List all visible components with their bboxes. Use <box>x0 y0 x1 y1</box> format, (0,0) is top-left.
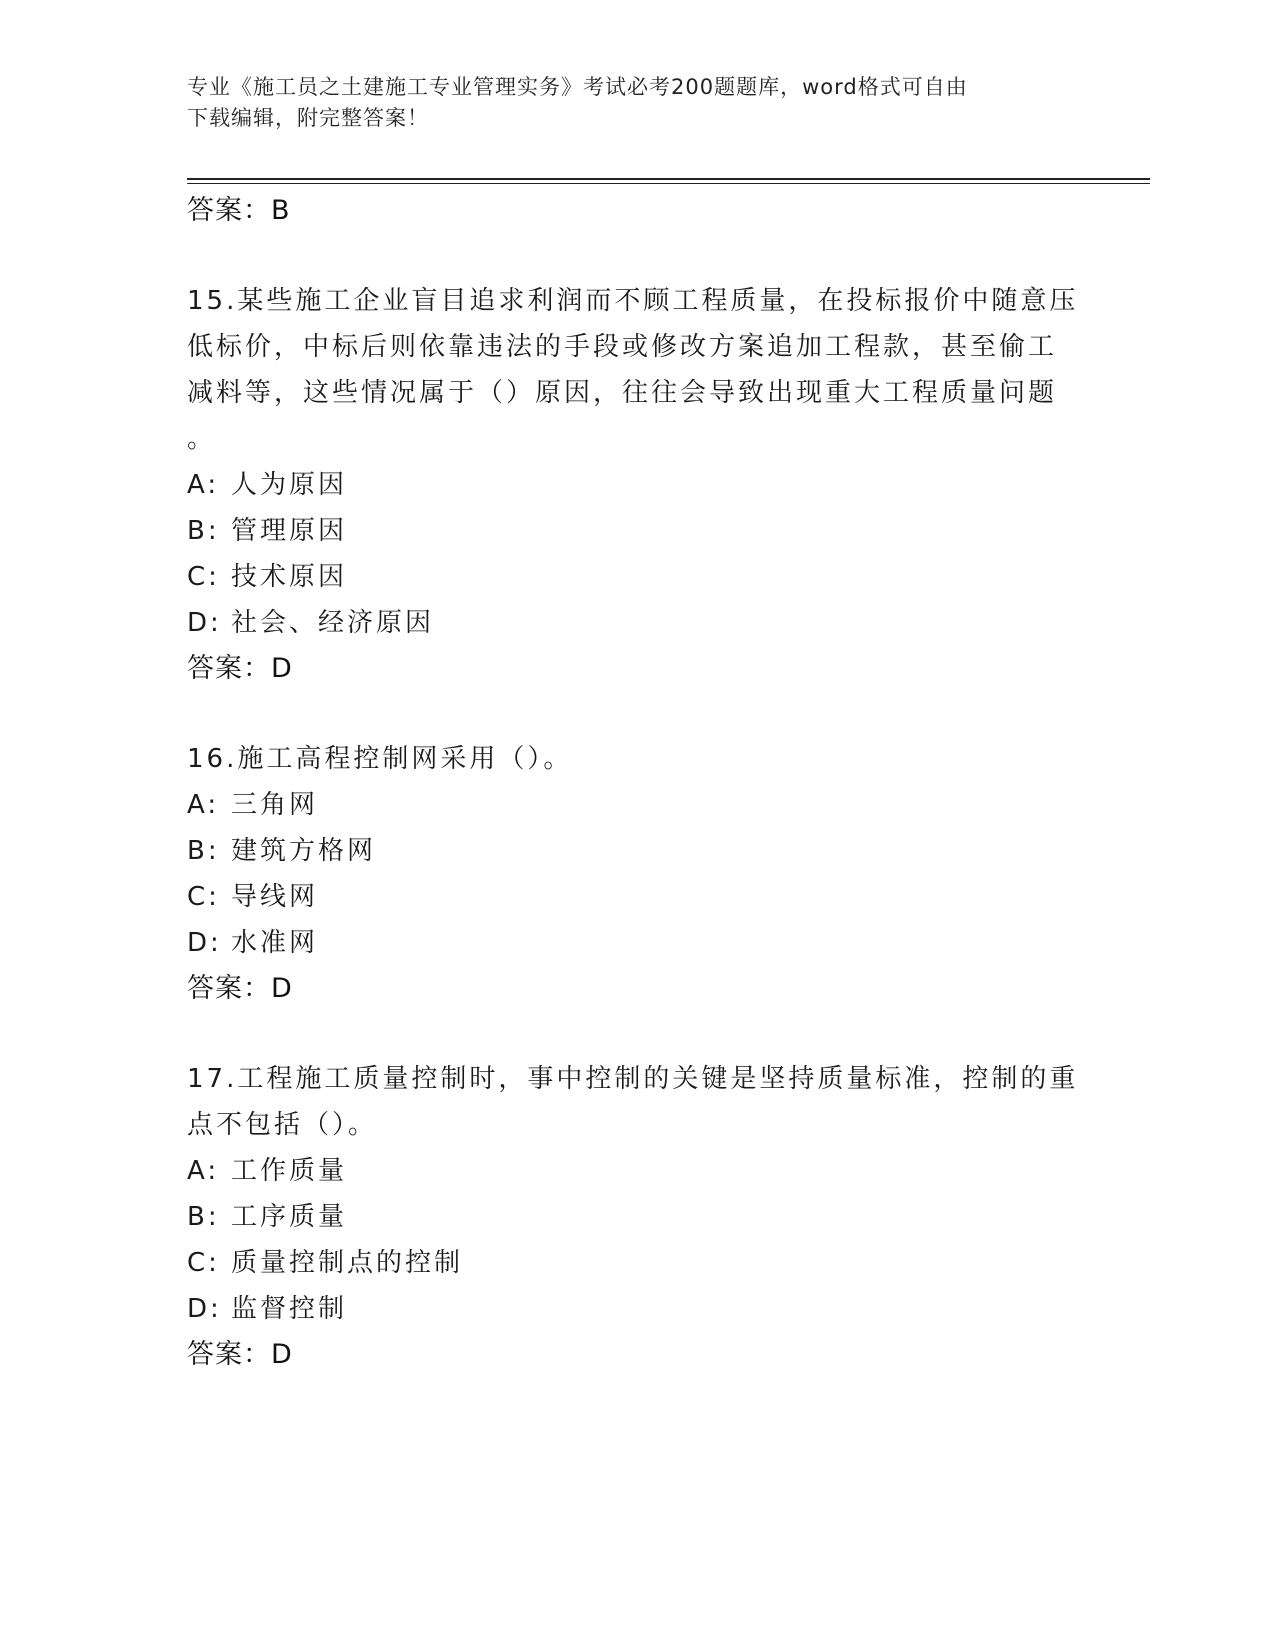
option-text: 三角网 <box>231 790 319 820</box>
previous-answer: 答案：B <box>187 195 291 226</box>
option-text: 质量控制点的控制 <box>231 1248 464 1278</box>
question-15 <box>187 278 1087 692</box>
option-key: A: <box>187 1156 220 1186</box>
answer-line: 答案：D <box>187 653 293 684</box>
option-d <box>187 600 1087 646</box>
option-key: D: <box>187 928 222 958</box>
option-key: C: <box>187 562 220 592</box>
question-stem-line: 16.施工高程控制网采用（）。 <box>187 744 573 774</box>
option-c <box>187 1240 1087 1286</box>
question-stem-line: 低标价，中标后则依靠违法的手段或修改方案追加工程款，甚至偷工 <box>187 332 1058 362</box>
option-key: D: <box>187 1294 222 1324</box>
option-d <box>187 1286 1087 1332</box>
question-16 <box>187 736 1087 1012</box>
option-c <box>187 874 1087 920</box>
option-a <box>187 1148 1087 1194</box>
question-stem-line: 点不包括（）。 <box>187 1110 378 1140</box>
option-key: B: <box>187 516 220 546</box>
option-text: 水准网 <box>231 928 319 958</box>
spacer <box>187 234 1087 278</box>
option-a <box>187 462 1087 508</box>
answer-line: 答案：D <box>187 973 293 1004</box>
option-c <box>187 554 1087 600</box>
document-body <box>187 188 1087 1378</box>
answer-line: 答案：D <box>187 1339 293 1370</box>
option-key: A: <box>187 470 220 500</box>
option-text: 监督控制 <box>231 1294 348 1324</box>
header-divider-thick <box>187 178 1150 180</box>
option-text: 技术原因 <box>231 562 348 592</box>
option-text: 导线网 <box>231 882 319 912</box>
question-17 <box>187 1056 1087 1378</box>
spacer <box>187 692 1087 736</box>
question-stem-line: 15.某些施工企业盲目追求利润而不顾工程质量，在投标报价中随意压 <box>187 286 1079 316</box>
question-stem-line: 减料等，这些情况属于（）原因，往往会导致出现重大工程质量问题 <box>187 378 1058 408</box>
option-b <box>187 1194 1087 1240</box>
header-divider-thin <box>187 183 1150 184</box>
option-b <box>187 828 1087 874</box>
option-text: 工序质量 <box>231 1202 348 1232</box>
option-a <box>187 782 1087 828</box>
option-text: 社会、经济原因 <box>231 608 435 638</box>
header-line-1: 专业《施工员之土建施工专业管理实务》考试必考200题题库，word格式可自由 <box>187 75 968 99</box>
question-stem-line: 。 <box>187 424 217 454</box>
option-text: 管理原因 <box>231 516 348 546</box>
option-text: 工作质量 <box>231 1156 348 1186</box>
option-b <box>187 508 1087 554</box>
option-d <box>187 920 1087 966</box>
option-key: B: <box>187 836 220 866</box>
header-line-2: 下载编辑，附完整答案！ <box>187 106 429 130</box>
document-header <box>187 72 1067 134</box>
option-key: B: <box>187 1202 220 1232</box>
spacer <box>187 1012 1087 1056</box>
option-text: 人为原因 <box>231 470 348 500</box>
option-key: C: <box>187 1248 220 1278</box>
option-key: C: <box>187 882 220 912</box>
option-key: D: <box>187 608 222 638</box>
option-key: A: <box>187 790 220 820</box>
question-stem-line: 17.工程施工质量控制时，事中控制的关键是坚持质量标准，控制的重 <box>187 1064 1079 1094</box>
option-text: 建筑方格网 <box>231 836 377 866</box>
